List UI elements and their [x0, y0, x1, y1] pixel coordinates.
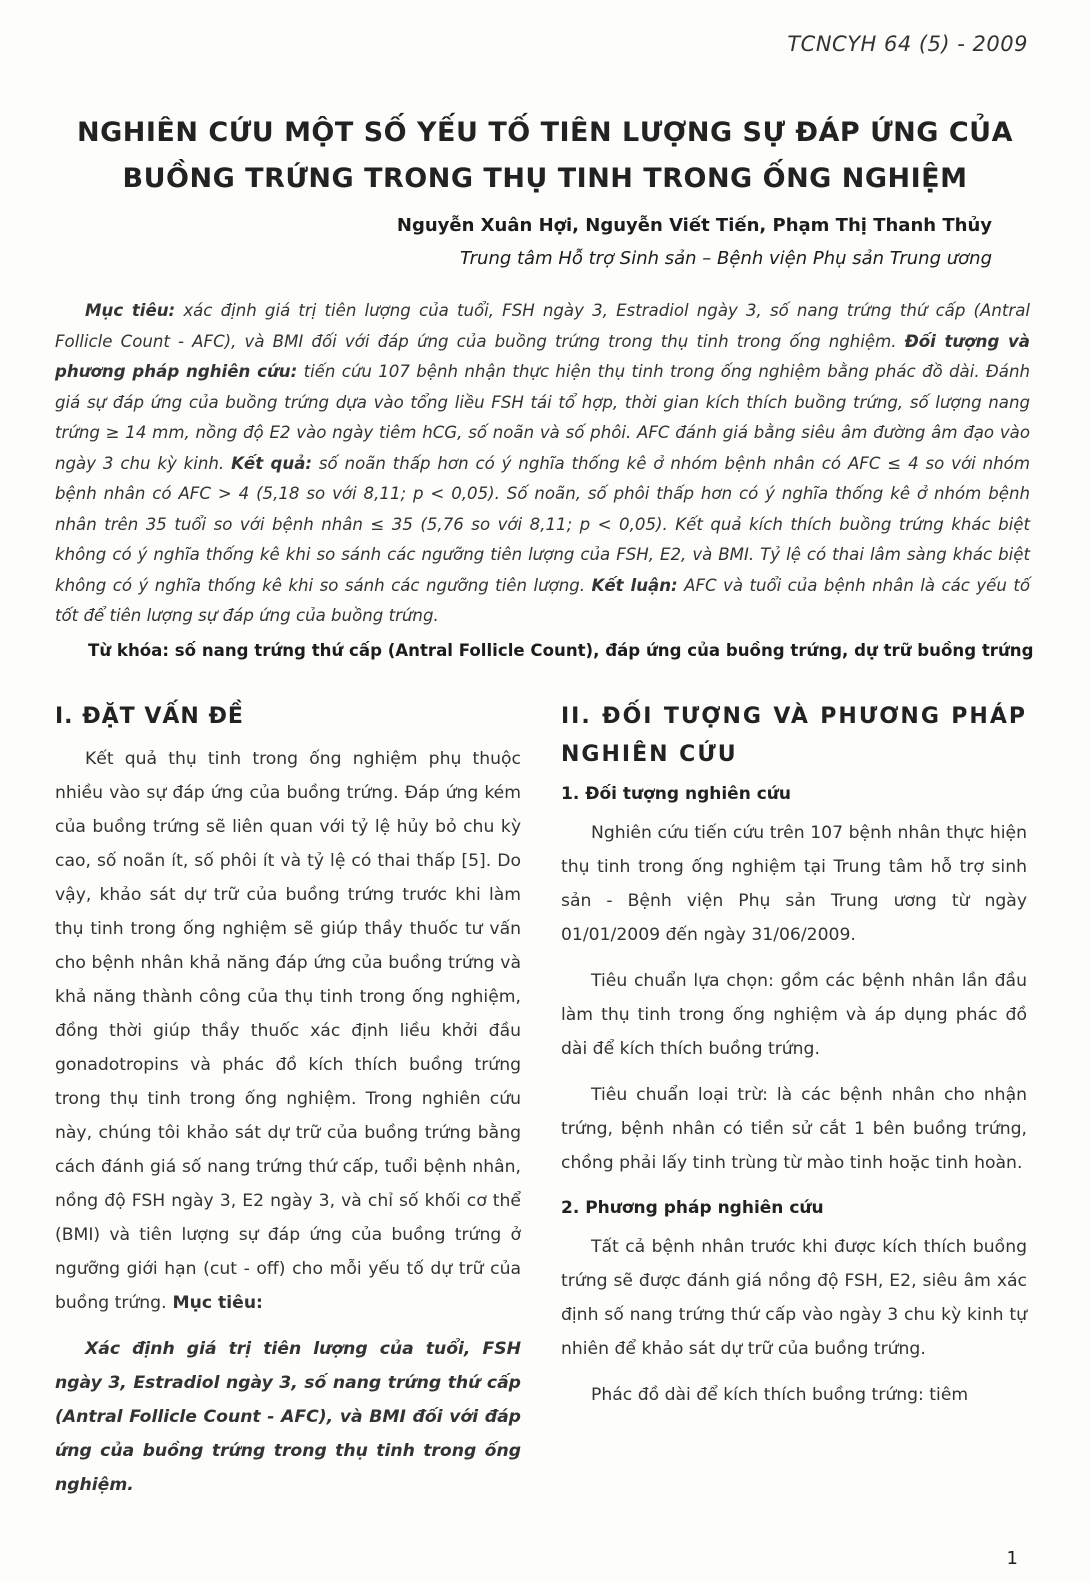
heading-line-1: II. ĐỐI TƯỢNG VÀ PHƯƠNG PHÁP [561, 704, 1027, 729]
abstract-text: tiến cứu 107 bệnh nhận thực hiện thụ tinh trong ống nghiệm bằng phác đồ dài. Đánh giá sự đáp ứng của buồng trứng dựa vào tổng liều FSH tái tổ hợp, thời gian kích thích buồng trứng, số lượng nang trứng ≥ 14 mm, nồng độ E2 vào ngày tiêm hCG, số noãn và số phôi. AFC đánh giá bằng siêu âm đường âm đạo vào ngày 3 chu kỳ kinh. [55, 362, 1030, 473]
abstract-label: Kết quả: [231, 453, 313, 473]
left-column [55, 698, 521, 1514]
section-heading-introduction: I. ĐẶT VẤN ĐỀ [55, 704, 244, 729]
authors: Nguyễn Xuân Hợi, Nguyễn Viết Tiến, Phạm Thị Thanh Thủy [396, 215, 992, 236]
paper-title: NGHIÊN CỨU MỘT SỐ YẾU TỐ TIÊN LƯỢNG SỰ ĐÁP ỨNG CỦA BUỒNG TRỨNG TRONG THỤ TINH TRONG ỐNG NGHIỆM [77, 117, 1013, 194]
paragraph: Nghiên cứu tiến cứu trên 107 bệnh nhân thực hiện thụ tinh trong ống nghiệm tại Trung tâm hỗ trợ sinh sản - Bệnh viện Phụ sản Trung ương từ ngày 01/01/2009 đến ngày 31/06/2009. [561, 823, 1027, 945]
paragraph: Tiêu chuẩn lựa chọn: gồm các bệnh nhân lần đầu làm thụ tinh trong ống nghiệm và áp dụng phác đồ dài để kích thích buồng trứng. [561, 971, 1027, 1059]
abstract-text: xác định giá trị tiên lượng của tuổi, FSH ngày 3, Estradiol ngày 3, số nang trứng thứ cấp (Antral Follicle Count - AFC), và BMI đối với đáp ứng của buồng trứng trong thụ tinh trong ống nghiệm. [55, 301, 1030, 351]
abstract [55, 296, 1030, 632]
objective-label: Mục tiêu: [166, 1293, 263, 1313]
journal-header: TCNCYH 64 (5) - 2009 [787, 32, 1028, 56]
subheading-subjects: 1. Đối tượng nghiên cứu [561, 784, 792, 804]
right-column [561, 698, 1027, 1424]
keywords: Từ khóa: số nang trứng thứ cấp (Antral Follicle Count), đáp ứng của buồng trứng, dự trữ buồng trứng [88, 641, 1034, 660]
paragraph: Phác đồ dài để kích thích buồng trứng: tiêm [591, 1385, 969, 1405]
abstract-label: Mục tiêu: [85, 301, 176, 320]
abstract-text: số noãn thấp hơn có ý nghĩa thống kê ở nhóm bệnh nhân có AFC ≤ 4 so với nhóm bệnh nhân có AFC > 4 (5,18 so với 8,11; p < 0,05). Số noãn, số phôi thấp hơn có ý nghĩa thống kê ở nhóm bệnh nhân trên 35 tuổi so với bệnh nhân ≤ 35 (5,76 so với 8,11; p < 0,05). Kết quả kích thích buồng trứng khác biệt không có ý nghĩa thống kê khi so sánh các ngưỡng tiên lượng của FSH, E2, và BMI. Tỷ lệ có thai lâm sàng khác biệt không có ý nghĩa thống kê khi so sánh các ngưỡng tiên lượng. [55, 453, 1030, 595]
intro-paragraph [55, 742, 521, 1320]
paragraph: Tiêu chuẩn loại trừ: là các bệnh nhân cho nhận trứng, bệnh nhân có tiền sử cắt 1 bên buồng trứng, chồng phải lấy tinh trùng từ mào tinh hoặc tinh hoàn. [561, 1085, 1027, 1173]
affiliation: Trung tâm Hỗ trợ Sinh sản – Bệnh viện Phụ sản Trung ương [460, 248, 992, 269]
heading-line-2: NGHIÊN CỨU [561, 742, 738, 767]
abstract-label: Đối tượng và phương pháp nghiên cứu: [55, 331, 1030, 381]
abstract-text: AFC và tuổi của bệnh nhân là các yếu tố tốt để tiên lượng sự đáp ứng của buồng trứng. [55, 575, 1030, 625]
paragraph: Tất cả bệnh nhân trước khi được kích thích buồng trứng sẽ được đánh giá nồng độ FSH, E2, siêu âm xác định số nang trứng thứ cấp vào ngày 3 chu kỳ kinh tự nhiên để khảo sát dự trữ của buồng trứng. [561, 1237, 1027, 1359]
subheading-methods: 2. Phương pháp nghiên cứu [561, 1198, 824, 1218]
abstract-label: Kết luận: [591, 575, 678, 595]
section-heading-methods [561, 698, 1027, 774]
page-number: 1 [1006, 1548, 1018, 1569]
intro-text: Kết quả thụ tinh trong ống nghiệm phụ thuộc nhiều vào sự đáp ứng của buồng trứng. Đáp ứng kém của buồng trứng sẽ liên quan với tỷ lệ hủy bỏ chu kỳ cao, số noãn ít, số phôi ít và tỷ lệ có thai thấp [5]. Do vậy, khảo sát dự trữ của buồng trứng trước khi làm thụ tinh trong ống nghiệm sẽ giúp thầy thuốc tư vấn cho bệnh nhân khả năng đáp ứng của buồng trứng và khả năng thành công của thụ tinh trong ống nghiệm, đồng thời giúp thầy thuốc xác định liều khởi đầu gonadotropins và phác đồ kích thích buồng trứng trong thụ tinh trong ống nghiệm. Trong nghiên cứu này, chúng tôi khảo sát dự trữ của buồng trứng bằng cách đánh giá số nang trứng thứ cấp, tuổi bệnh nhân, nồng độ FSH ngày 3, E2 ngày 3, và chỉ số khối cơ thể (BMI) và tiên lượng sự đáp ứng của buồng trứng ở ngưỡng giới hạn (cut - off) cho mỗi yếu tố dự trữ của buồng trứng. [55, 749, 521, 1313]
objective-paragraph: Xác định giá trị tiên lượng của tuổi, FSH ngày 3, Estradiol ngày 3, số nang trứng thứ cấp (Antral Follicle Count - AFC), và BMI đối với đáp ứng của buồng trứng trong thụ tinh trong ống nghiệm. [55, 1339, 521, 1495]
